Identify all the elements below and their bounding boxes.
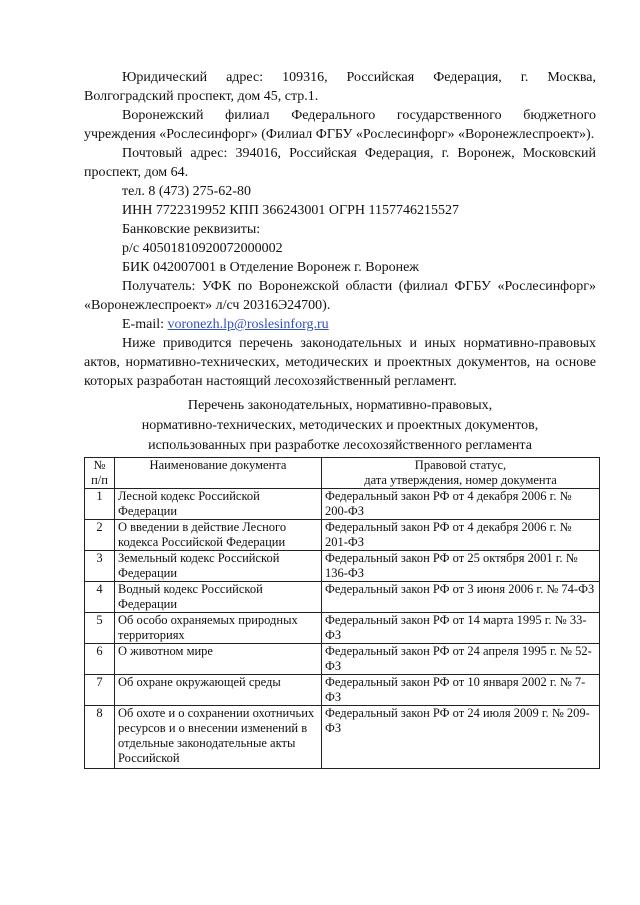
- intro-paragraph: Ниже приводится перечень законодательных и иных нормативно-правовых актов, нормативно-технических, методических и проектных документов, на основе которых разработан настоящий лесохозяйственный регламент.: [84, 336, 596, 389]
- row-status: Федеральный закон РФ от 24 июля 2009 г. № 209-ФЗ: [322, 706, 600, 769]
- row-status: Федеральный закон РФ от 14 марта 1995 г. № 33-ФЗ: [322, 613, 600, 644]
- table-header-row: [85, 458, 600, 489]
- row-name: Об охране окружающей среды: [115, 675, 322, 706]
- row-name: О животном мире: [115, 644, 322, 675]
- row-number: 5: [85, 613, 115, 644]
- documents-table: [84, 457, 600, 769]
- bank-details-heading: Банковские реквизиты:: [122, 222, 261, 237]
- row-status: Федеральный закон РФ от 3 июня 2006 г. № 74-ФЗ: [322, 582, 600, 613]
- row-status: Федеральный закон РФ от 10 января 2002 г. № 7-ФЗ: [322, 675, 600, 706]
- row-name: Земельный кодекс Российской Федерации: [115, 551, 322, 582]
- table-row: [85, 520, 600, 551]
- row-number: 7: [85, 675, 115, 706]
- row-status: Федеральный закон РФ от 25 октября 2001 г. № 136-ФЗ: [322, 551, 600, 582]
- bank-account: р/с 40501810920072000002: [122, 241, 283, 256]
- table-row: [85, 644, 600, 675]
- table-title-line: нормативно-технических, методических и проектных документов,: [141, 418, 539, 433]
- header-name: Наименование документа: [115, 458, 322, 489]
- table-row: [85, 582, 600, 613]
- row-number: 3: [85, 551, 115, 582]
- legal-address: Юридический адрес: 109316, Российская Федерация, г. Москва, Волгоградский проспект, дом 45, стр.1.: [84, 70, 596, 104]
- table-title-line: Перечень законодательных, нормативно-правовых,: [187, 398, 493, 413]
- email-line: [84, 315, 596, 334]
- row-number: 2: [85, 520, 115, 551]
- phone: тел. 8 (473) 275-62-80: [122, 184, 251, 199]
- table-row: [85, 489, 600, 520]
- table-row: [85, 551, 600, 582]
- row-name: Об охоте и о сохранении охотничьих ресурсов и о внесении изменений в отдельные законодательные акты Российской: [115, 706, 322, 769]
- row-name: О введении в действие Лесного кодекса Российской Федерации: [115, 520, 322, 551]
- row-number: 1: [85, 489, 115, 520]
- bank-bik: БИК 042007001 в Отделение Воронеж г. Воронеж: [122, 260, 419, 275]
- header-number: № п/п: [85, 458, 115, 489]
- header-status: Правовой статус, дата утверждения, номер документа: [322, 458, 600, 489]
- table-row: [85, 613, 600, 644]
- row-status: Федеральный закон РФ от 4 декабря 2006 г. № 200-ФЗ: [322, 489, 600, 520]
- recipient: Получатель: УФК по Воронежской области (филиал ФГБУ «Рослесинфорг» «Воронежлеспроект» л/сч 20316Э24700).: [84, 279, 596, 313]
- email-link[interactable]: voronezh.lp@roslesinforg.ru: [167, 317, 329, 332]
- row-status: Федеральный закон РФ от 4 декабря 2006 г. № 201-ФЗ: [322, 520, 600, 551]
- row-number: 4: [85, 582, 115, 613]
- table-title-line: использованных при разработке лесохозяйственного регламента: [148, 438, 532, 453]
- email-label: E-mail:: [122, 317, 168, 332]
- row-name: Лесной кодекс Российской Федерации: [115, 489, 322, 520]
- table-row: [85, 706, 600, 769]
- postal-address: Почтовый адрес: 394016, Российская Федерация, г. Воронеж, Московский проспект, дом 64.: [84, 146, 596, 180]
- row-number: 8: [85, 706, 115, 769]
- branch-name: Воронежский филиал Федерального государственного бюджетного учреждения «Рослесинфорг» (Филиал ФГБУ «Рослесинфорг» «Воронежлеспроект»).: [84, 108, 596, 142]
- row-number: 6: [85, 644, 115, 675]
- row-status: Федеральный закон РФ от 24 апреля 1995 г. № 52-ФЗ: [322, 644, 600, 675]
- document-page: [84, 68, 596, 769]
- row-name: Водный кодекс Российской Федерации: [115, 582, 322, 613]
- tax-ids: ИНН 7722319952 КПП 366243001 ОГРН 1157746215527: [122, 203, 459, 218]
- table-row: [85, 675, 600, 706]
- table-title: [84, 396, 596, 456]
- row-name: Об особо охраняемых природных территориях: [115, 613, 322, 644]
